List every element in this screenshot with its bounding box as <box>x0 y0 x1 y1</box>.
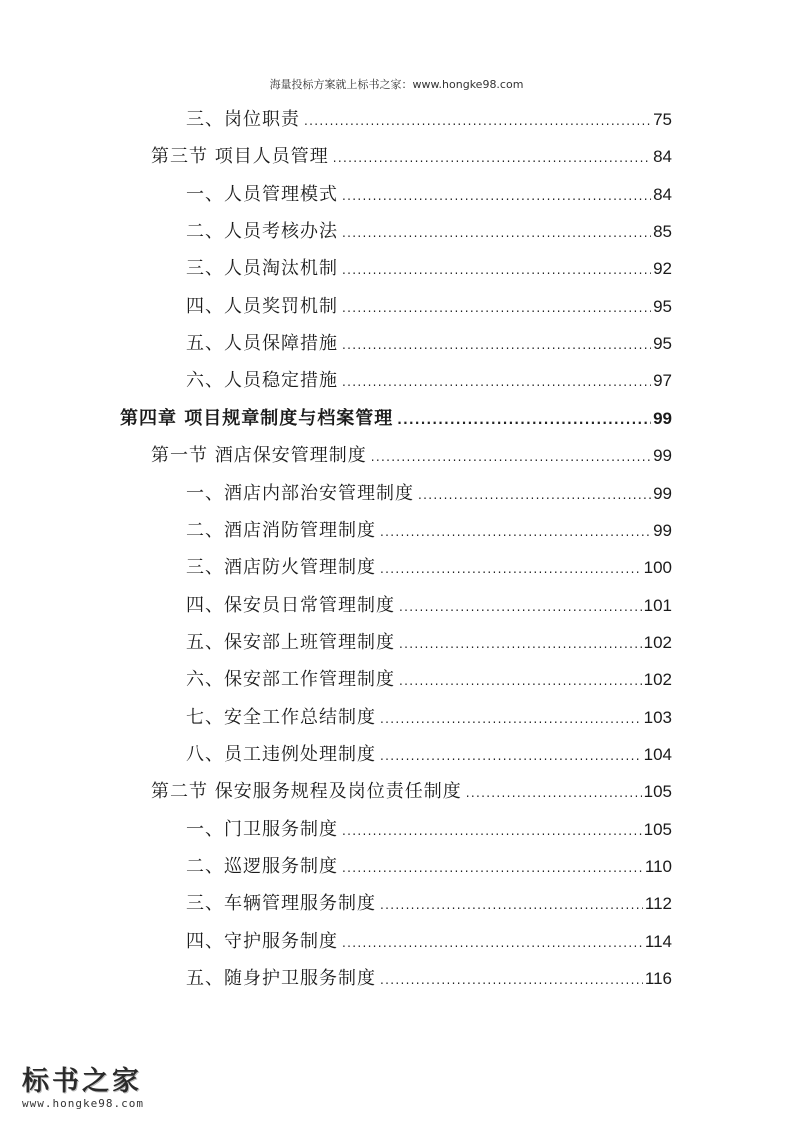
toc-entry-label: 第一节 酒店保安管理制度 <box>151 445 367 467</box>
toc-entry[interactable] <box>186 811 672 848</box>
toc-entry-page: 99 <box>653 408 672 428</box>
toc-leader-dots <box>342 327 651 364</box>
toc-leader-dots <box>380 738 642 775</box>
toc-entry-page: 99 <box>653 446 672 466</box>
toc-entry-page: 97 <box>653 371 672 391</box>
toc-entry[interactable] <box>186 848 672 885</box>
toc-leader-dots <box>342 925 643 962</box>
toc-leader-dots <box>342 850 643 887</box>
toc-leader-dots <box>399 663 642 700</box>
toc-entry-page: 84 <box>653 147 672 167</box>
toc-entry-label: 三、岗位职责 <box>186 109 300 130</box>
toc-entry-page: 104 <box>643 744 672 764</box>
toc-entry-page: 112 <box>644 894 672 914</box>
toc-leader-dots <box>380 887 643 924</box>
toc-entry-label: 五、随身护卫服务制度 <box>186 968 376 990</box>
toc-leader-dots <box>399 589 642 626</box>
toc-entry-page: 99 <box>653 520 672 540</box>
toc-entry-label: 三、人员淘汰机制 <box>186 258 338 280</box>
toc-entry-label: 五、人员保障措施 <box>186 333 338 355</box>
toc-entry[interactable] <box>151 138 672 175</box>
toc-entry-page: 99 <box>653 483 672 503</box>
toc-leader-dots <box>342 252 651 289</box>
toc-entry-page: 75 <box>653 110 672 129</box>
toc-leader-dots <box>380 514 651 551</box>
toc-entry-label: 五、保安部上班管理制度 <box>186 631 395 653</box>
toc-entry-page: 84 <box>653 184 672 204</box>
toc-entry-page: 102 <box>643 670 672 690</box>
toc-entry[interactable] <box>186 699 672 736</box>
toc-entry-label: 一、门卫服务制度 <box>186 818 338 840</box>
toc-entry-page: 105 <box>643 782 672 802</box>
toc-entry[interactable] <box>186 512 672 549</box>
toc-leader-dots <box>380 701 642 738</box>
toc-entry-label: 第三节 项目人员管理 <box>151 146 329 168</box>
toc-entry-label: 三、酒店防火管理制度 <box>186 557 376 579</box>
toc-leader-dots <box>342 290 651 327</box>
toc-entry-label: 第二节 保安服务规程及岗位责任制度 <box>151 781 462 803</box>
toc-entry-page: 92 <box>653 259 672 279</box>
toc-entry-page: 114 <box>644 931 672 951</box>
toc-leader-dots <box>333 140 651 177</box>
toc-entry-label: 六、人员稳定措施 <box>186 370 338 392</box>
toc-entry[interactable] <box>120 400 672 437</box>
toc-entry-label: 二、酒店消防管理制度 <box>186 519 376 541</box>
toc-entry-page: 103 <box>643 707 672 727</box>
toc-entry-label: 二、人员考核办法 <box>186 221 338 243</box>
page-header: 海量投标方案就上标书之家：www.hongke98.com <box>269 78 524 91</box>
toc-entry[interactable] <box>186 661 672 698</box>
watermark-logo <box>22 1067 162 1111</box>
toc-leader-dots <box>380 551 642 588</box>
toc-entry-page: 100 <box>643 558 672 578</box>
toc-leader-dots <box>342 813 642 850</box>
toc-entry[interactable] <box>151 773 672 810</box>
toc-entry[interactable] <box>186 624 672 661</box>
watermark-title: 标书之家 <box>22 1066 142 1097</box>
toc-entry-label: 二、巡逻服务制度 <box>186 856 338 877</box>
toc-entry-label: 一、人员管理模式 <box>186 183 338 205</box>
toc-entry[interactable] <box>186 549 672 586</box>
toc-leader-dots <box>342 364 651 401</box>
toc-leader-dots <box>380 962 643 999</box>
toc-leader-dots <box>342 215 651 252</box>
toc-entry-page: 101 <box>643 595 672 615</box>
toc-entry[interactable] <box>186 250 672 287</box>
toc-entry[interactable] <box>186 475 672 512</box>
toc-entry[interactable] <box>186 960 672 997</box>
toc-entry-label: 三、车辆管理服务制度 <box>186 893 376 915</box>
toc-entry[interactable] <box>186 736 672 773</box>
toc-entry[interactable] <box>186 176 672 213</box>
toc-leader-dots <box>371 439 651 476</box>
toc-entry-label: 七、安全工作总结制度 <box>186 706 376 728</box>
toc-leader-dots <box>304 103 651 140</box>
toc-entry-label: 四、守护服务制度 <box>186 930 338 952</box>
toc-entry-label: 六、保安部工作管理制度 <box>186 669 395 691</box>
toc-entry[interactable] <box>186 325 672 362</box>
toc-entry-page: 105 <box>643 819 672 839</box>
toc-entry[interactable] <box>186 213 672 250</box>
toc-entry-page: 110 <box>644 857 672 876</box>
toc-entry-page: 95 <box>653 334 672 354</box>
toc-leader-dots <box>342 178 651 215</box>
toc-leader-dots <box>399 626 642 663</box>
toc-leader-dots <box>466 775 642 812</box>
toc-entry-label: 一、酒店内部治安管理制度 <box>186 482 414 504</box>
toc-entry[interactable] <box>186 923 672 960</box>
toc-entry[interactable] <box>186 587 672 624</box>
toc-leader-dots <box>397 402 651 439</box>
toc-entry[interactable] <box>186 288 672 325</box>
toc-entry[interactable] <box>186 101 672 138</box>
toc-leader-dots <box>418 477 651 514</box>
toc-entry-page: 102 <box>643 632 672 652</box>
toc-entry[interactable] <box>186 362 672 399</box>
toc-entry-page: 116 <box>644 969 672 989</box>
toc-entry-page: 95 <box>653 296 672 316</box>
toc-entry[interactable] <box>151 437 672 474</box>
toc-entry-label: 第四章 项目规章制度与档案管理 <box>120 407 394 429</box>
toc-entry[interactable] <box>186 885 672 922</box>
toc-entry-label: 八、员工违例处理制度 <box>186 743 376 765</box>
watermark-url: www.hongke98.com <box>22 1097 144 1110</box>
toc-entry-page: 85 <box>653 222 672 242</box>
toc-entry-label: 四、人员奖罚机制 <box>186 295 338 317</box>
toc-entry-label: 四、保安员日常管理制度 <box>186 594 395 616</box>
